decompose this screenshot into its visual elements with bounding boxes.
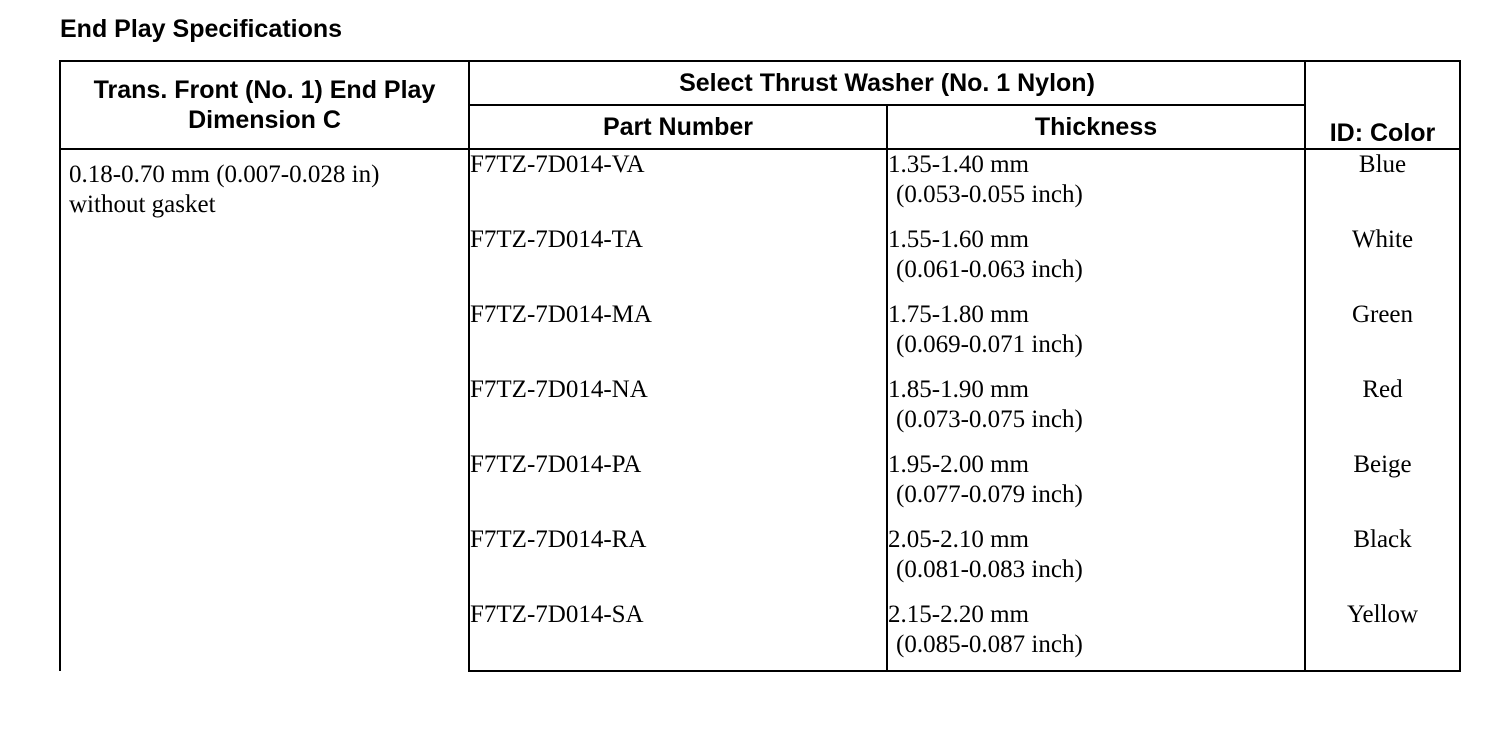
thickness-cell xyxy=(887,149,1305,225)
header-thickness: Thickness xyxy=(887,105,1305,149)
part-number-cell: F7TZ-7D014-SA xyxy=(469,600,887,671)
id-color-cell: Blue xyxy=(1305,149,1460,225)
header-end-play-dimension: Trans. Front (No. 1) End Play Dimension C xyxy=(60,61,469,149)
part-number-cell: F7TZ-7D014-VA xyxy=(469,149,887,225)
end-play-range: 0.18-0.70 mm (0.007-0.028 in) xyxy=(69,161,380,188)
header-id-color: ID: Color xyxy=(1305,61,1460,149)
part-number-cell: F7TZ-7D014-MA xyxy=(469,300,887,375)
id-color-cell: Red xyxy=(1305,375,1460,450)
page-title: End Play Specifications xyxy=(60,15,343,43)
thickness-mm: 1.95-2.00 mm xyxy=(888,451,1029,478)
thickness-mm: 1.35-1.40 mm xyxy=(888,151,1029,178)
part-number-cell: F7TZ-7D014-TA xyxy=(469,225,887,300)
id-color-cell: Yellow xyxy=(1305,600,1460,671)
end-play-table xyxy=(59,60,1461,672)
thickness-inch: (0.053-0.055 inch) xyxy=(896,181,1083,208)
thickness-cell xyxy=(887,375,1305,450)
thickness-mm: 1.75-1.80 mm xyxy=(888,301,1029,328)
part-number-cell: F7TZ-7D014-RA xyxy=(469,525,887,600)
thickness-inch: (0.085-0.087 inch) xyxy=(896,631,1083,658)
thickness-mm: 2.15-2.20 mm xyxy=(888,601,1029,628)
id-color-cell: Black xyxy=(1305,525,1460,600)
header-select-thrust-washer: Select Thrust Washer (No. 1 Nylon) xyxy=(469,61,1305,105)
thickness-inch: (0.081-0.083 inch) xyxy=(896,556,1083,583)
part-number-cell: F7TZ-7D014-PA xyxy=(469,450,887,525)
header-part-number: Part Number xyxy=(469,105,887,149)
thickness-cell xyxy=(887,600,1305,671)
thickness-inch: (0.073-0.075 inch) xyxy=(896,406,1083,433)
thickness-inch: (0.061-0.063 inch) xyxy=(896,256,1083,283)
thickness-cell xyxy=(887,300,1305,375)
thickness-mm: 1.85-1.90 mm xyxy=(888,376,1029,403)
table-row xyxy=(60,149,1460,225)
thickness-mm: 1.55-1.60 mm xyxy=(888,226,1029,253)
id-color-cell: White xyxy=(1305,225,1460,300)
thickness-inch: (0.069-0.071 inch) xyxy=(896,331,1083,358)
end-play-range-cell xyxy=(60,149,469,671)
part-number-cell: F7TZ-7D014-NA xyxy=(469,375,887,450)
thickness-mm: 2.05-2.10 mm xyxy=(888,526,1029,553)
thickness-cell xyxy=(887,525,1305,600)
id-color-cell: Green xyxy=(1305,300,1460,375)
id-color-cell: Beige xyxy=(1305,450,1460,525)
thickness-inch: (0.077-0.079 inch) xyxy=(896,481,1083,508)
thickness-cell xyxy=(887,450,1305,525)
thickness-cell xyxy=(887,225,1305,300)
end-play-range-note: without gasket xyxy=(69,191,216,218)
